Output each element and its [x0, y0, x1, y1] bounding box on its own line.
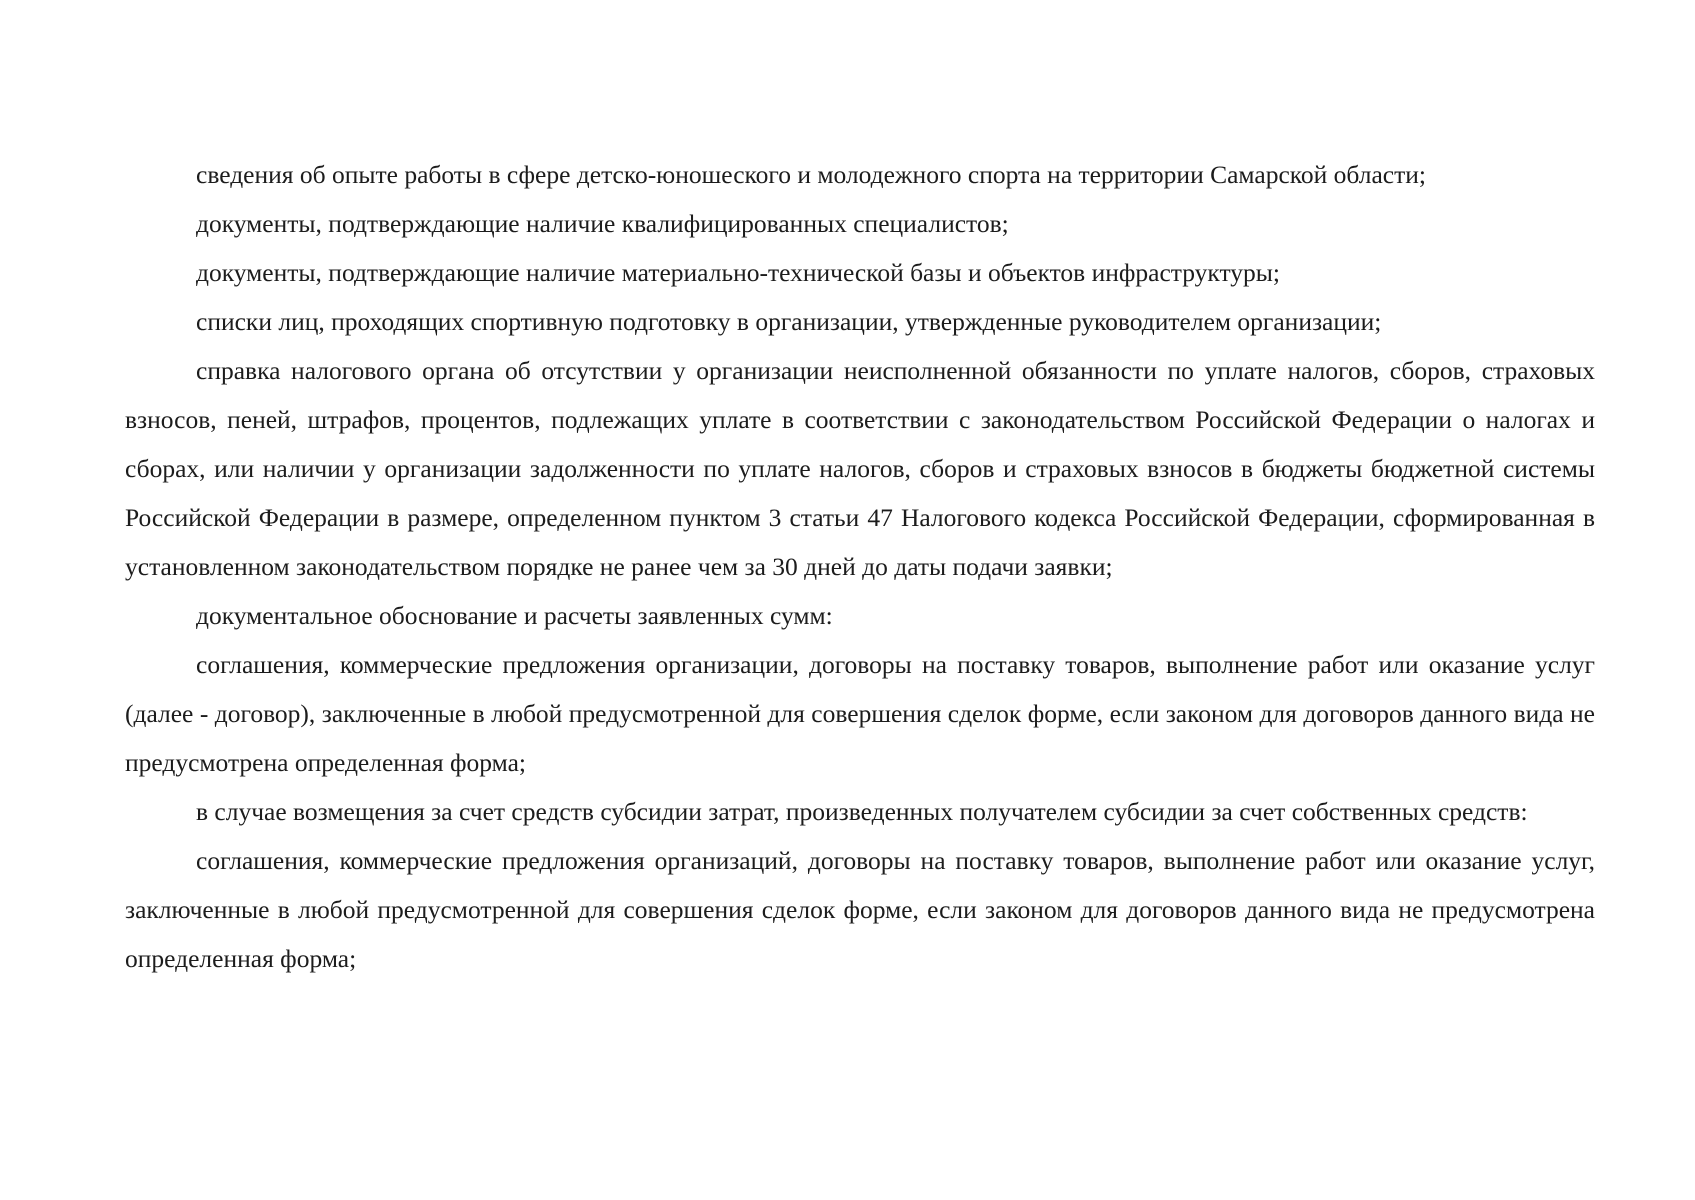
paragraph-trainee-lists: списки лиц, проходящих спортивную подготовку в организации, утвержденные руководителем организации; [196, 307, 1382, 336]
paragraph-qualified-specialists: документы, подтверждающие наличие квалифицированных специалистов; [196, 209, 1009, 238]
paragraph-agreements-organizations: соглашения, коммерческие предложения организаций, договоры на поставку товаров, выполнение работ или оказание услуг, заключенные в любой предусмотренной для совершения сделок форме, если законом для договоров данного вида не предусмотрена определенная форма; [125, 846, 1595, 973]
paragraph-experience-info: сведения об опыте работы в сфере детско-юношеского и молодежного спорта на территории Самарской области; [196, 160, 1426, 189]
paragraph-documentary-justification: документальное обоснование и расчеты заявленных сумм: [196, 601, 833, 630]
paragraph-material-base: документы, подтверждающие наличие материально-технической базы и объектов инфраструктуры; [196, 258, 1280, 287]
paragraph-cost-reimbursement: в случае возмещения за счет средств субсидии затрат, произведенных получателем субсидии за счет собственных средств: [196, 797, 1528, 826]
document-body [125, 150, 1595, 983]
paragraph-agreements-contracts: соглашения, коммерческие предложения организации, договоры на поставку товаров, выполнение работ или оказание услуг (далее - договор), заключенные в любой предусмотренной для совершения сделок форме, если законом для договоров данного вида не предусмотрена определенная форма; [125, 650, 1595, 777]
paragraph-tax-certificate: справка налогового органа об отсутствии у организации неисполненной обязанности по уплате налогов, сборов, страховых взносов, пеней, штрафов, процентов, подлежащих уплате в соответствии с законодательством Российской Федерации о налогах и сборах, или наличии у организации задолженности по уплате налогов, сборов и страховых взносов в бюджеты бюджетной системы Российской Федерации в размере, определенном пунктом 3 статьи 47 Налогового кодекса Российской Федерации, сформированная в установленном законодательством порядке не ранее чем за 30 дней до даты подачи заявки; [125, 356, 1595, 581]
